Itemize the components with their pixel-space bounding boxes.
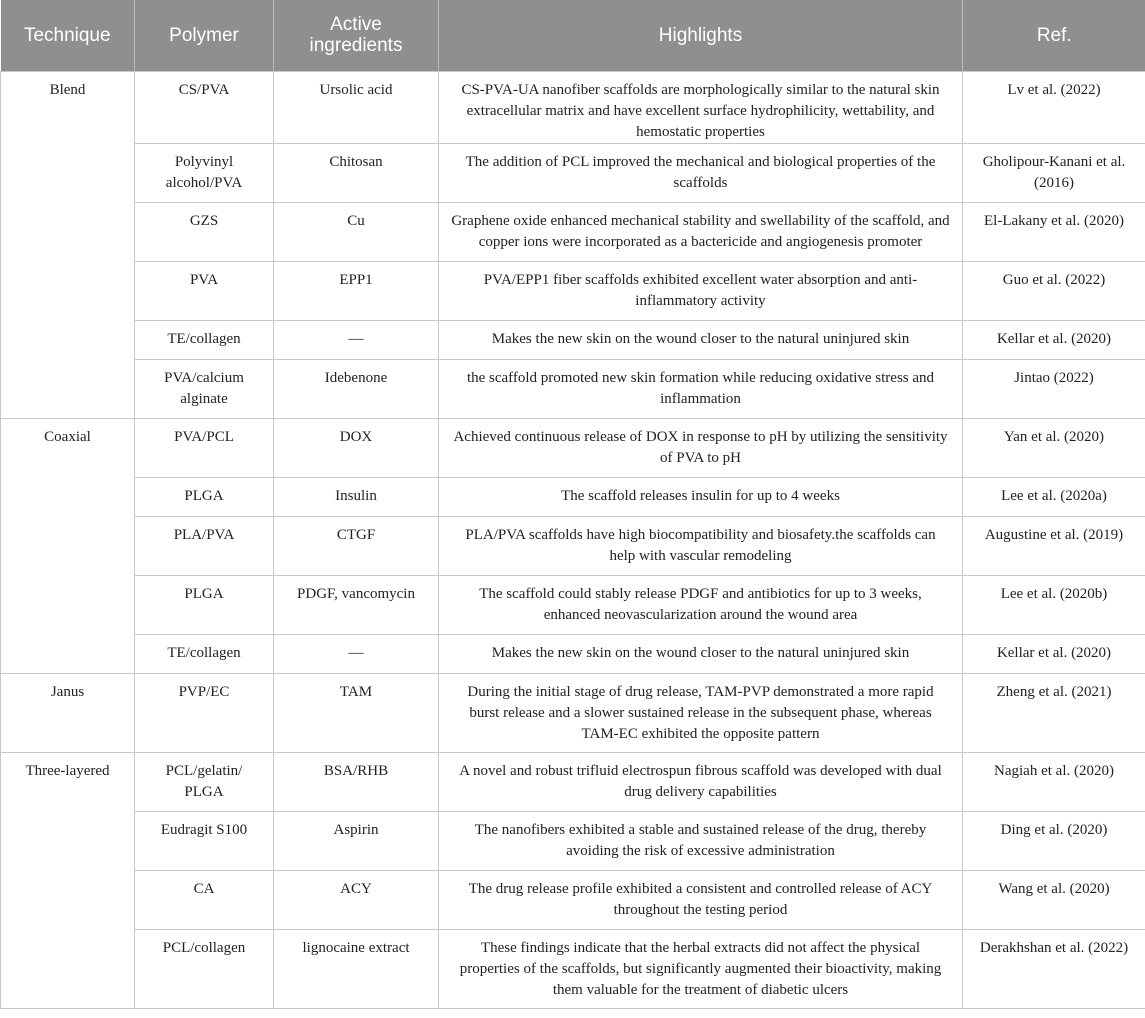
table-row xyxy=(1,261,1145,320)
polymer-cell: PVA/PCL xyxy=(135,418,274,477)
header-polymer: Polymer xyxy=(135,0,274,71)
ref-cell: Zheng et al. (2021) xyxy=(963,673,1145,752)
highlights-cell: During the initial stage of drug release, TAM-PVP demonstrated a more rapid burst release and a slower sustained release in the subsequent phase, whereas TAM-EC exhibited the opposite pattern xyxy=(439,673,963,752)
technique-cell: Three-layered xyxy=(1,752,135,1008)
active-cell: — xyxy=(274,634,439,673)
active-cell: CTGF xyxy=(274,516,439,575)
ref-cell: Kellar et al. (2020) xyxy=(963,320,1145,359)
table-row xyxy=(1,418,1145,477)
highlights-cell: Makes the new skin on the wound closer to the natural uninjured skin xyxy=(439,320,963,359)
table-row xyxy=(1,673,1145,752)
ref-cell: Guo et al. (2022) xyxy=(963,261,1145,320)
table-row xyxy=(1,477,1145,516)
active-cell: Cu xyxy=(274,202,439,261)
ref-cell: Wang et al. (2020) xyxy=(963,870,1145,929)
header-active-ingredients xyxy=(274,0,439,71)
highlights-cell: PLA/PVA scaffolds have high biocompatibility and biosafety.the scaffolds can help with vascular remodeling xyxy=(439,516,963,575)
ref-cell: Ding et al. (2020) xyxy=(963,811,1145,870)
active-cell: lignocaine extract xyxy=(274,929,439,1008)
header-highlights: Highlights xyxy=(439,0,963,71)
highlights-cell: The scaffold could stably release PDGF and antibiotics for up to 3 weeks, enhanced neovascularization around the wound area xyxy=(439,575,963,634)
technique-cell: Janus xyxy=(1,673,135,752)
active-cell: TAM xyxy=(274,673,439,752)
header-ref: Ref. xyxy=(963,0,1145,71)
highlights-cell: Achieved continuous release of DOX in response to pH by utilizing the sensitivity of PVA to pH xyxy=(439,418,963,477)
table-row xyxy=(1,516,1145,575)
active-cell: Aspirin xyxy=(274,811,439,870)
polymer-cell: Polyvinyl alcohol/PVA xyxy=(135,143,274,202)
header-active-line2: ingredients xyxy=(309,35,403,57)
active-cell: DOX xyxy=(274,418,439,477)
polymer-cell: Eudragit S100 xyxy=(135,811,274,870)
active-cell: BSA/RHB xyxy=(274,752,439,811)
ref-cell: El-Lakany et al. (2020) xyxy=(963,202,1145,261)
polymer-cell: CS/PVA xyxy=(135,71,274,143)
polymer-cell: TE/collagen xyxy=(135,634,274,673)
highlights-cell: These findings indicate that the herbal extracts did not affect the physical properties of the scaffolds, but significantly augmented their bioactivity, making them valuable for the treatment of diabetic ulcers xyxy=(439,929,963,1008)
active-cell: PDGF, vancomycin xyxy=(274,575,439,634)
table-row xyxy=(1,143,1145,202)
table-row xyxy=(1,320,1145,359)
polymer-cell: TE/collagen xyxy=(135,320,274,359)
table-row xyxy=(1,359,1145,418)
highlights-cell: The scaffold releases insulin for up to 4 weeks xyxy=(439,477,963,516)
ref-cell: Lee et al. (2020a) xyxy=(963,477,1145,516)
ref-cell: Kellar et al. (2020) xyxy=(963,634,1145,673)
technique-cell: Blend xyxy=(1,71,135,418)
highlights-cell: the scaffold promoted new skin formation while reducing oxidative stress and inflammation xyxy=(439,359,963,418)
table-body xyxy=(1,71,1145,1008)
active-cell: Ursolic acid xyxy=(274,71,439,143)
ref-cell: Lv et al. (2022) xyxy=(963,71,1145,143)
active-cell: Insulin xyxy=(274,477,439,516)
header-technique: Technique xyxy=(1,0,135,71)
highlights-cell: CS-PVA-UA nanofiber scaffolds are morphologically similar to the natural skin extracellular matrix and have excellent surface hydrophilicity, wettability, and hemostatic properties xyxy=(439,71,963,143)
ref-cell: Jintao (2022) xyxy=(963,359,1145,418)
polymer-cell: PLGA xyxy=(135,575,274,634)
polymer-cell: PVA/calcium alginate xyxy=(135,359,274,418)
ref-cell: Nagiah et al. (2020) xyxy=(963,752,1145,811)
ref-cell: Lee et al. (2020b) xyxy=(963,575,1145,634)
highlights-cell: The nanofibers exhibited a stable and sustained release of the drug, thereby avoiding the risk of excessive administration xyxy=(439,811,963,870)
table-row xyxy=(1,870,1145,929)
table-header xyxy=(1,0,1145,71)
highlights-cell: A novel and robust trifluid electrospun fibrous scaffold was developed with dual drug delivery capabilities xyxy=(439,752,963,811)
polymer-cell: PCL/collagen xyxy=(135,929,274,1008)
table-row xyxy=(1,634,1145,673)
highlights-cell: The drug release profile exhibited a consistent and controlled release of ACY throughout the testing period xyxy=(439,870,963,929)
active-cell: — xyxy=(274,320,439,359)
highlights-cell: Makes the new skin on the wound closer to the natural uninjured skin xyxy=(439,634,963,673)
polymer-cell: PCL/gelatin/ PLGA xyxy=(135,752,274,811)
polymer-cell: CA xyxy=(135,870,274,929)
active-cell: Idebenone xyxy=(274,359,439,418)
table-row xyxy=(1,752,1145,811)
highlights-cell: PVA/EPP1 fiber scaffolds exhibited excellent water absorption and anti-inflammatory activity xyxy=(439,261,963,320)
active-cell: Chitosan xyxy=(274,143,439,202)
table-row xyxy=(1,929,1145,1008)
active-cell: ACY xyxy=(274,870,439,929)
table-row xyxy=(1,202,1145,261)
table-row xyxy=(1,811,1145,870)
polymer-cell: GZS xyxy=(135,202,274,261)
table-row xyxy=(1,71,1145,143)
ref-cell: Derakhshan et al. (2022) xyxy=(963,929,1145,1008)
header-active-line1: Active xyxy=(330,14,382,36)
ref-cell: Yan et al. (2020) xyxy=(963,418,1145,477)
polymer-cell: PLGA xyxy=(135,477,274,516)
highlights-cell: Graphene oxide enhanced mechanical stability and swellability of the scaffold, and copper ions were incorporated as a bactericide and angiogenesis promoter xyxy=(439,202,963,261)
highlights-cell: The addition of PCL improved the mechanical and biological properties of the scaffolds xyxy=(439,143,963,202)
table-row xyxy=(1,575,1145,634)
active-cell: EPP1 xyxy=(274,261,439,320)
polymer-cell: PVA xyxy=(135,261,274,320)
polymer-cell: PLA/PVA xyxy=(135,516,274,575)
polymer-cell: PVP/EC xyxy=(135,673,274,752)
technique-cell: Coaxial xyxy=(1,418,135,673)
ref-cell: Gholipour-Kanani et al. (2016) xyxy=(963,143,1145,202)
ref-cell: Augustine et al. (2019) xyxy=(963,516,1145,575)
